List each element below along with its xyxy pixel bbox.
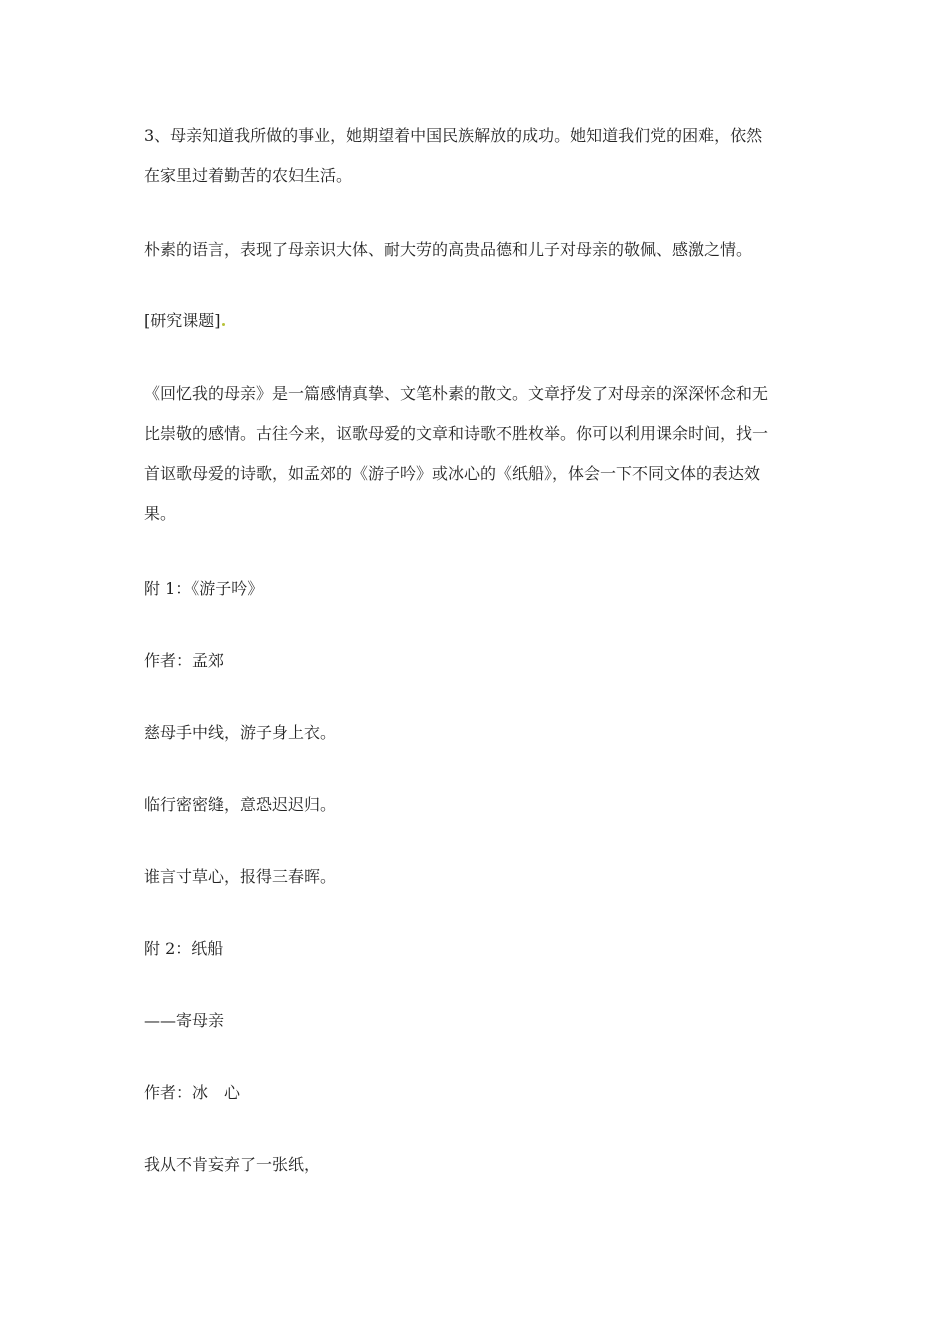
research-topic-heading <box>144 301 808 341</box>
paragraph-line: 《回忆我的母亲》是一篇感情真挚、文笔朴素的散文。文章抒发了对母亲的深深怀念和无 <box>144 384 769 403</box>
author-text: 作者：孟郊 <box>144 651 225 670</box>
poem-1-line-3 <box>144 857 808 897</box>
poem-2-line-1 <box>144 1145 808 1185</box>
author-text: 作者：冰 心 <box>144 1083 241 1102</box>
paragraph-line: 朴素的语言，表现了母亲识大体、耐大劳的高贵品德和儿子对母亲的敬佩、感激之情。 <box>144 240 753 259</box>
heading-line <box>144 301 808 341</box>
poem-1-line-1 <box>144 713 808 753</box>
paragraph-mother-cause <box>144 116 808 196</box>
paragraph-line: 首讴歌母爱的诗歌，如孟郊的《游子吟》或冰心的《纸船》，体会一下不同文体的表达效 <box>144 464 761 483</box>
appendix-title-text: 附 1：《游子吟》 <box>144 579 264 598</box>
paragraph-research-topic <box>144 374 808 534</box>
poem-1-line-2 <box>144 785 808 825</box>
marker-dot-icon <box>222 323 225 326</box>
paragraph-line: 3、母亲知道我所做的事业，她期望着中国民族解放的成功。她知道我们党的困难，依然 <box>144 126 763 145</box>
paragraph-line: 比崇敬的感情。古往今来，讴歌母爱的文章和诗歌不胜枚举。你可以利用课余时间，找一 <box>144 424 769 443</box>
poem-line-text: 慈母手中线，游子身上衣。 <box>144 723 337 742</box>
heading-text: [研究课题] <box>144 311 221 330</box>
poem-line-text: 我从不肯妄弃了一张纸， <box>144 1155 321 1174</box>
appendix-1-title <box>144 569 808 609</box>
appendix-1-author <box>144 641 808 681</box>
appendix-2-author <box>144 1073 808 1113</box>
appendix-2-title <box>144 929 808 969</box>
subtitle-text: ——寄母亲 <box>144 1011 225 1030</box>
poem-line-text: 临行密密缝，意恐迟迟归。 <box>144 795 337 814</box>
paragraph-line: 在家里过着勤苦的农妇生活。 <box>144 166 353 185</box>
appendix-2-subtitle <box>144 1001 808 1041</box>
paragraph-language-analysis <box>144 230 808 270</box>
poem-line-text: 谁言寸草心，报得三春晖。 <box>144 867 337 886</box>
appendix-title-text: 附 2：纸船 <box>144 939 224 958</box>
paragraph-line: 果。 <box>144 504 177 523</box>
